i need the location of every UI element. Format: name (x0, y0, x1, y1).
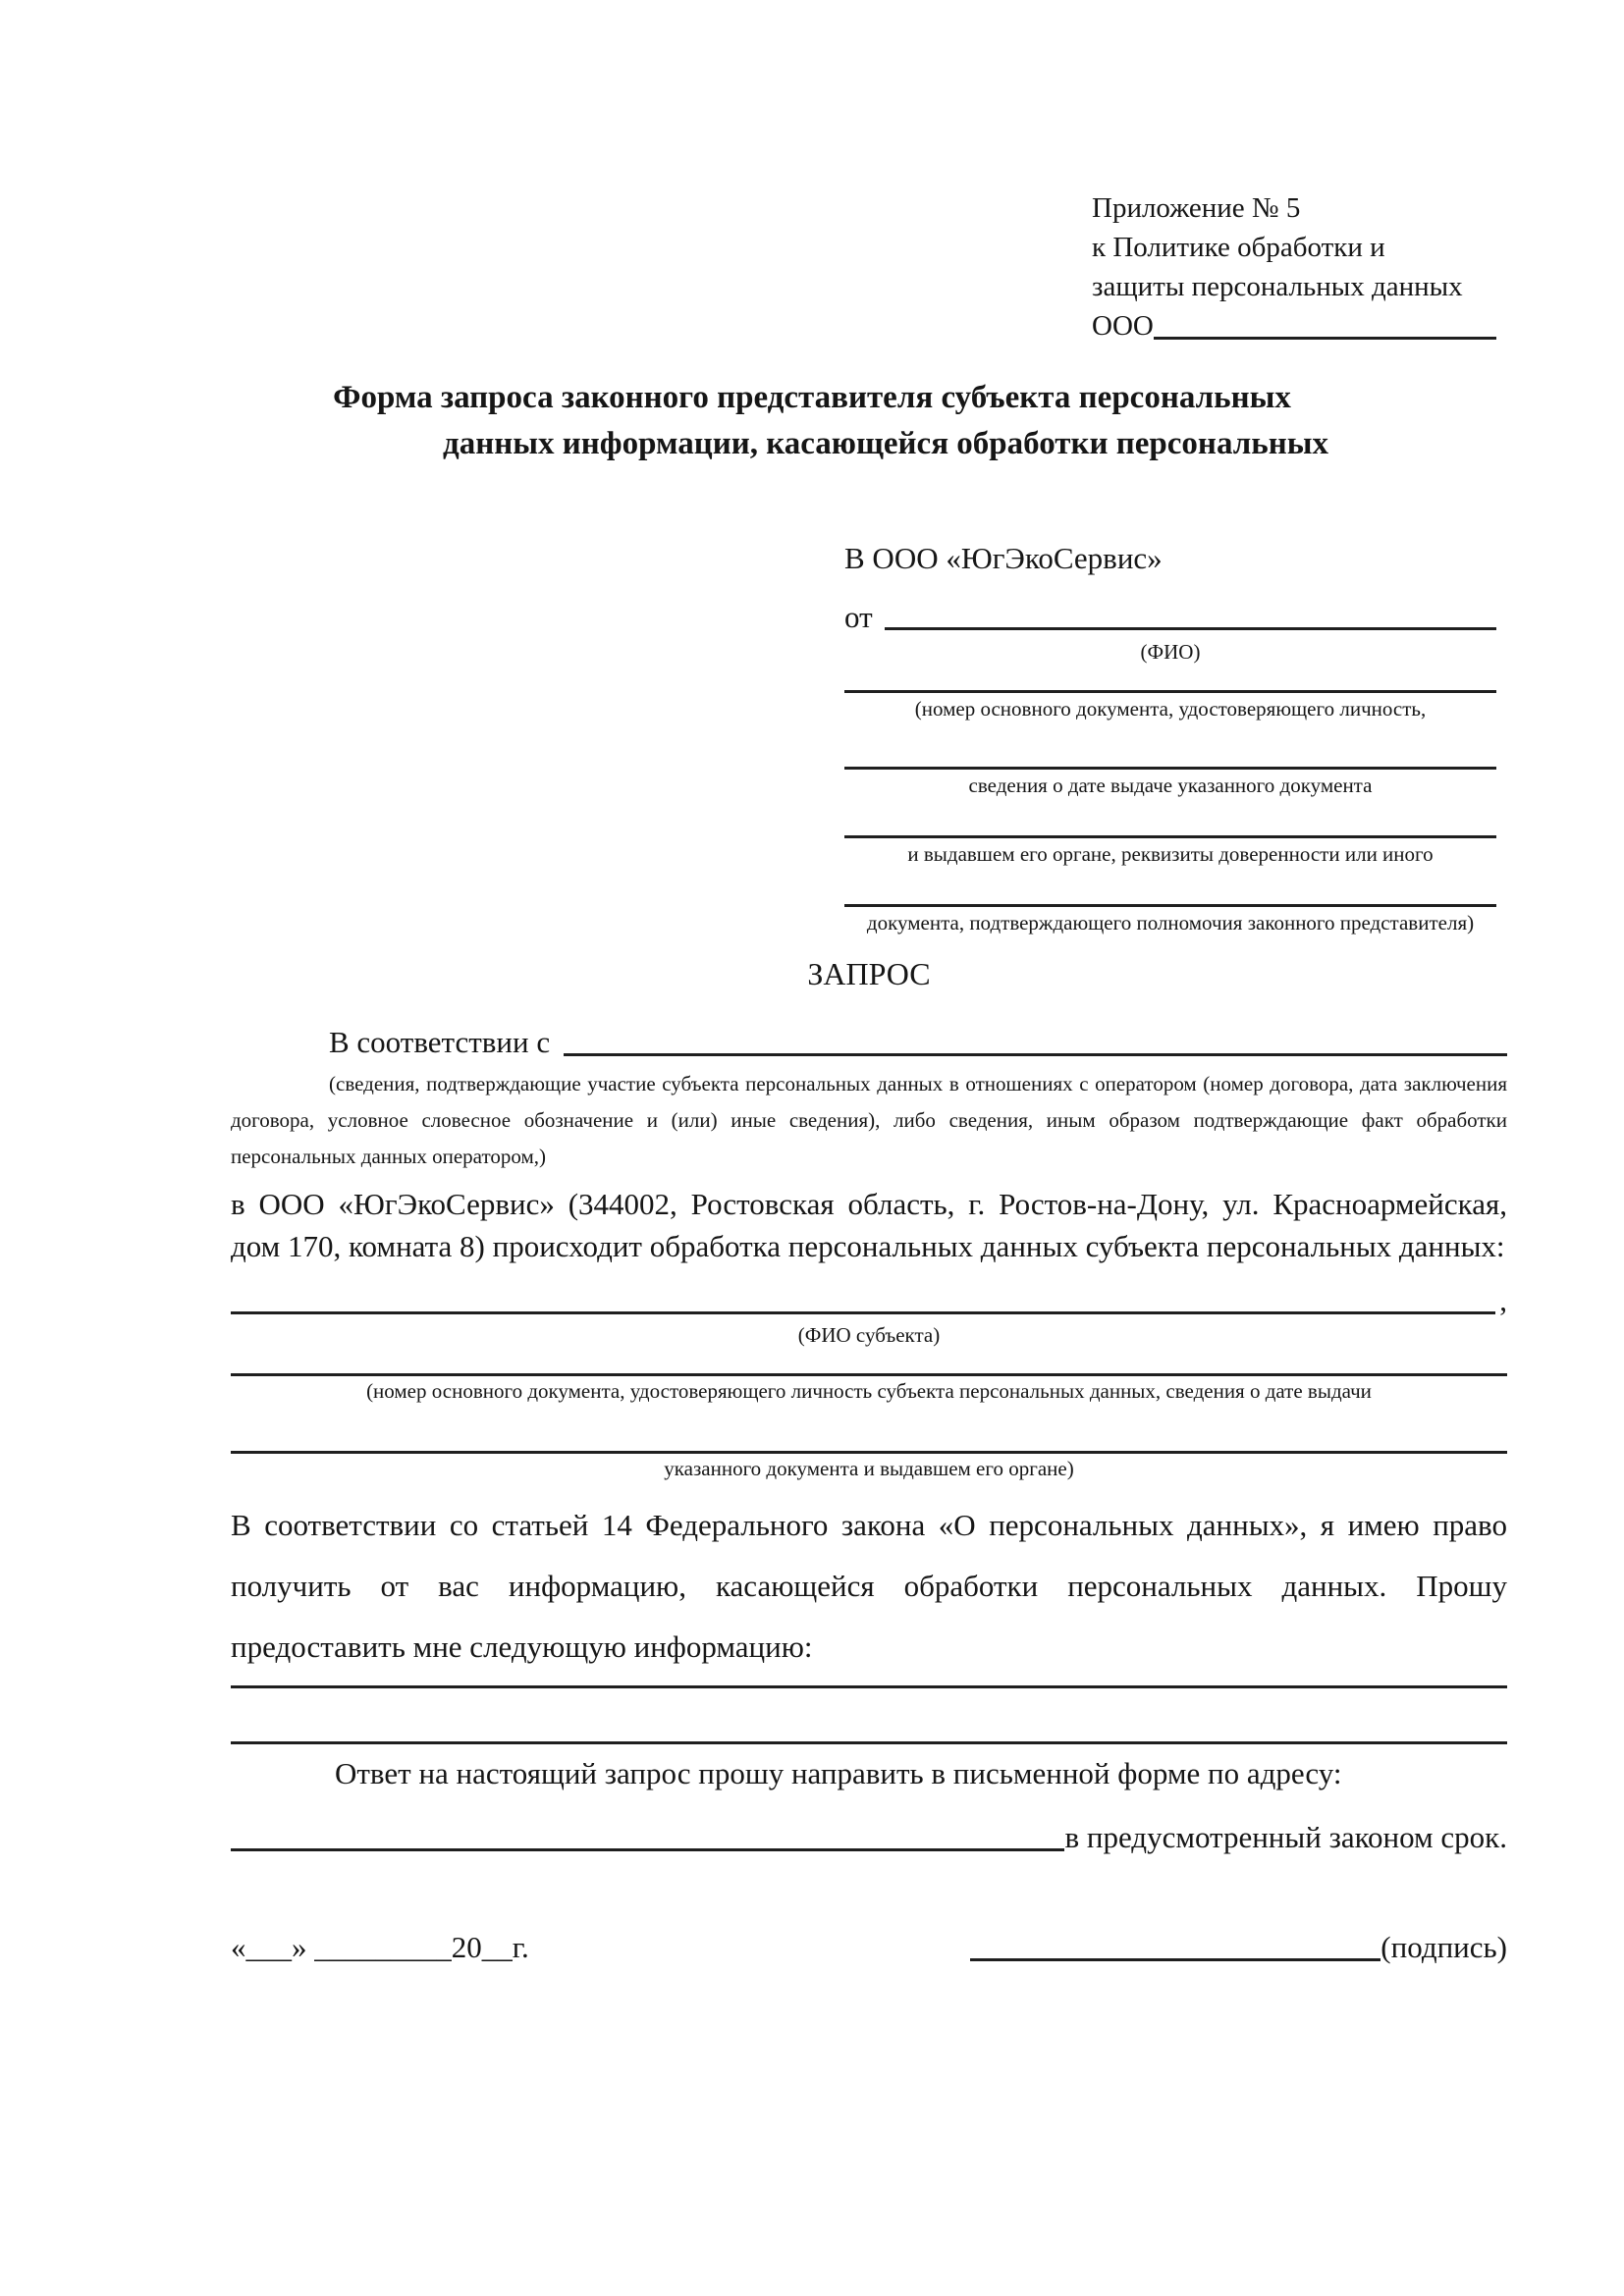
fio-caption: (ФИО) (1140, 640, 1201, 664)
answer-paragraph: Ответ на настоящий запрос прошу направить в письменной форме по адресу: (335, 1756, 1342, 1790)
appendix-line-3: защиты персональных данных (1092, 271, 1463, 302)
title-line-1: Форма запроса законного представителя субъекта персональных (333, 380, 1291, 415)
subject-fio-blank-line (231, 1311, 1495, 1314)
from-label: от (844, 600, 873, 634)
addressee-block (844, 540, 1496, 935)
signature-field (970, 1928, 1507, 1967)
appendix-line-2: к Политике обработки и (1092, 232, 1385, 263)
company-blank-line (1154, 337, 1496, 340)
blank-line (844, 835, 1496, 838)
field-caption-2: сведения о дате выдаче указанного документа (968, 774, 1373, 797)
representative-doc-field-3 (844, 835, 1496, 867)
accordance-blank-line (564, 1053, 1507, 1056)
company-line (1092, 306, 1496, 346)
accordance-line (231, 1023, 1507, 1062)
signature-blank-line (970, 1958, 1380, 1961)
field-caption-4: документа, подтверждающего полномочия законного представителя) (866, 911, 1475, 934)
address-blank-line (231, 1848, 1064, 1851)
request-heading: ЗАПРОС (807, 956, 931, 991)
field-caption-3: и выдавшем его органе, реквизиты доверенности или иного (907, 842, 1434, 866)
subject-line-suffix: , (1499, 1283, 1507, 1317)
subject-doc-blank-line-2 (231, 1451, 1507, 1454)
subject-doc-caption-1: (номер основного документа, удостоверяющего личность субъекта персональных данных, сведения о дате выдачи (366, 1379, 1372, 1403)
company-prefix: ООО (1092, 310, 1154, 342)
blank-line (844, 690, 1496, 693)
info-blank-line-2 (231, 1741, 1507, 1744)
subject-doc-caption-2: указанного документа и выдавшем его органе) (664, 1457, 1074, 1480)
blank-line (844, 904, 1496, 907)
date-field: «___» _________20__г. (231, 1930, 529, 1964)
signature-date-row (231, 1928, 1507, 1967)
title-line-2: данных информации, касающейся обработки персональных (443, 426, 1328, 461)
representative-doc-field-4 (844, 904, 1496, 935)
law-paragraph: В соответствии со статьей 14 Федерального закона «О персональных данных», я имею право получить от вас информацию, касающейся обработки персональных данных. Прошу предоставить мне следующую информацию: (231, 1508, 1507, 1664)
from-line (844, 599, 1496, 636)
accordance-prefix: В соответствии с (329, 1025, 551, 1059)
representative-doc-field-1 (844, 690, 1496, 721)
request-body (231, 954, 1507, 1967)
answer-deadline-text: в предусмотренный законом срок. (1064, 1820, 1507, 1854)
subject-fio-caption: (ФИО субъекта) (797, 1323, 941, 1347)
subject-fio-line (231, 1281, 1507, 1320)
answer-address-line (231, 1818, 1507, 1857)
fio-blank-line (885, 627, 1496, 630)
addressee-organization: В ООО «ЮгЭкоСервис» (844, 541, 1163, 575)
subject-doc-blank-line-1 (231, 1373, 1507, 1376)
accordance-note: (сведения, подтверждающие участие субъекта персональных данных в отношениях с оператором (номер договора, дата заключения договора, условное словесное обозначение и (или) иные сведения), либо сведения, иным образом подтверждающие факт обработки персональных данных оператором,) (231, 1072, 1507, 1168)
document-title (0, 375, 1624, 467)
info-blank-line-1 (231, 1685, 1507, 1688)
appendix-block (1092, 188, 1496, 346)
operator-paragraph: в ООО «ЮгЭкоСервис» (344002, Ростовская область, г. Ростов-на-Дону, ул. Красноармейская, дом 170, комната 8) происходит обработка персональных данных субъекта персональных данных: (231, 1187, 1507, 1263)
field-caption-1: (номер основного документа, удостоверяющего личность, (914, 697, 1427, 721)
signature-caption: (подпись) (1380, 1930, 1507, 1964)
appendix-line-1: Приложение № 5 (1092, 192, 1301, 224)
blank-line (844, 767, 1496, 770)
representative-doc-field-2 (844, 767, 1496, 798)
